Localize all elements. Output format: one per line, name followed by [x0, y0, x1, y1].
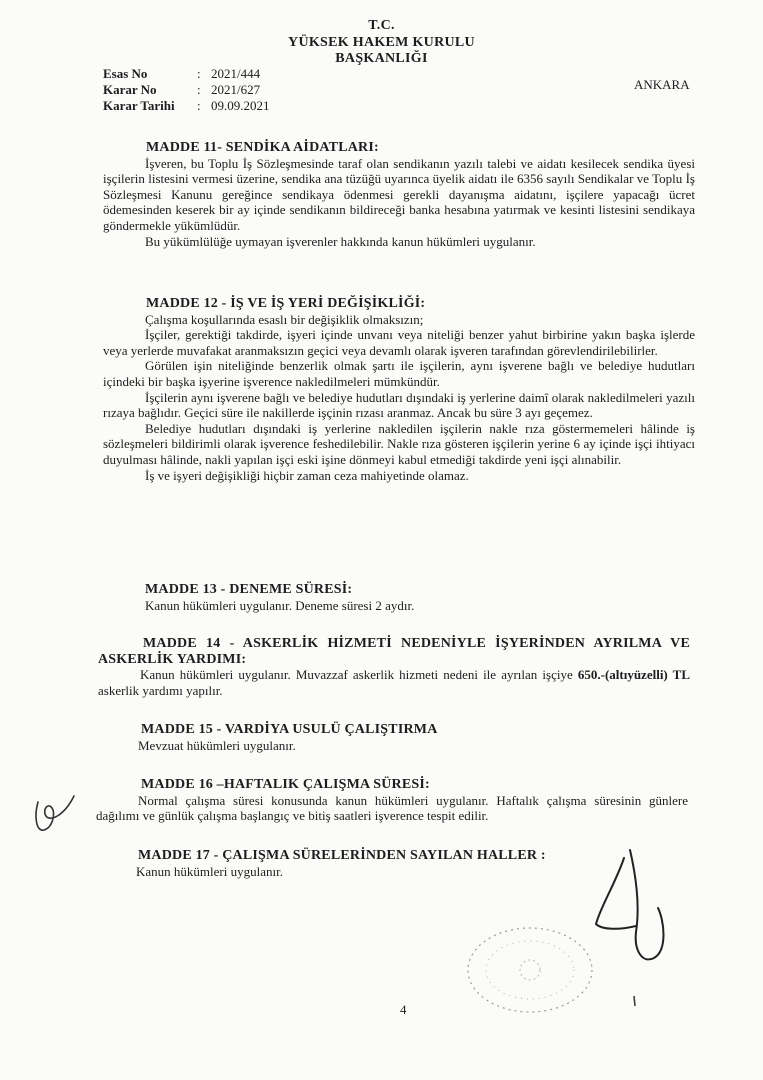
meta-row: [103, 66, 270, 82]
article-paragraph: Bu yükümlülüğe uymayan işverenler hakkında kanun hükümleri uygulanır.: [145, 233, 536, 249]
meta-row: [103, 98, 270, 114]
city-label: ANKARA: [634, 77, 690, 92]
article-title: MADDE 17 - ÇALIŞMA SÜRELERİNDEN SAYILAN HALLER :: [138, 848, 546, 863]
article-14: [98, 636, 690, 698]
meta-value: 2021/444: [211, 66, 261, 81]
article-paragraph: Kanun hükümleri uygulanır.: [136, 863, 283, 879]
meta-value: 2021/627: [211, 82, 261, 97]
meta-separator: :: [197, 66, 201, 81]
article-16: [96, 777, 688, 824]
article-12: [103, 296, 695, 483]
meta-value: 09.09.2021: [211, 98, 270, 113]
handwritten-initial-icon: [30, 786, 82, 840]
article-paragraph: [98, 667, 690, 698]
case-metadata: [103, 66, 270, 114]
article-paragraph: Belediye hudutları dışındaki iş yerlerine nakledilen işçilerin nakle rıza göstermemeleri hâlinde iş sözleşmeleri bildirimli olarak işverence feshedilebilir. Nakle rıza gösteren işçilerin yerine 6 ay içinde işçi ihtiyacı duyulması hâlinde, nakli yapılan işçi eski işine dönmeyi kabul etmediği takdirde yeni işçi alınabilir.: [103, 420, 695, 467]
article-title: MADDE 12 - İŞ VE İŞ YERİ DEĞİŞİKLİĞİ:: [146, 296, 426, 311]
meta-label: Karar Tarihi: [103, 98, 175, 113]
article-paragraph: İşveren, bu Toplu İş Sözleşmesinde taraf olan sendikanın yazılı talebi ve aidatı kesilecek sendika üyesi işçilerin listesini vermesi üzerine, sendika ana tüzüğü uyarınca üyelik aidatı ile 6356 sayılı Sendikalar ve Toplu İş Sözleşmesi Kanunu gereğince sendikaya ödenmesi gerekli dayanışma aidatını, işçilere yapacağı ücret ödemesinden keserek bir ay içinde sendikanın bildireceği banka hesabına yatırmak ve kesinti listesini sendikaya göndermekle yükümlüdür.: [103, 155, 695, 233]
article-paragraph: İşçiler, gerektiği takdirde, işyeri içinde unvanı veya niteliği benzer yahut birbirine yakın başka işlerde veya yerlerde muvafakat aranmaksızın geçici veya devamlı olarak işveren tarafından görevlendirilebilirler.: [103, 327, 695, 358]
article-paragraph: İş ve işyeri değişikliği hiçbir zaman ceza mahiyetinde olamaz.: [145, 467, 469, 483]
header-line-court: YÜKSEK HAKEM KURULU: [288, 35, 475, 50]
article-text: askerlik yardımı yapılır.: [98, 682, 223, 698]
article-paragraph: İşçilerin aynı işverene bağlı ve belediye hudutları dışındaki iş yerlerine daimî olarak nakledilmeleri yazılı rızaya bağlıdır. Geçici süre ile nakillerde işçinin rızası aranmaz. Ancak bu süre 3 ayı geçemez.: [103, 389, 695, 421]
meta-separator: :: [197, 82, 201, 97]
official-seal-icon: [455, 918, 605, 1018]
meta-row: [103, 82, 270, 98]
meta-separator: :: [197, 98, 201, 113]
header-line-tc: T.C.: [368, 18, 395, 33]
article-title: MADDE 15 - VARDİYA USULÜ ÇALIŞTIRMA: [141, 722, 438, 737]
article-paragraph: Normal çalışma süresi konusunda kanun hükümleri uygulanır. Haftalık çalışma süresinin günlere dağılımı ve günlük çalışma başlangıç ve bitiş saatleri işverence tespit edilir.: [96, 792, 688, 824]
article-title: MADDE 13 - DENEME SÜRESİ:: [145, 582, 353, 597]
allowance-amount: 650.-(altıyüzelli) TL: [577, 667, 690, 683]
article-title: MADDE 11- SENDİKA AİDATLARI:: [146, 140, 379, 155]
article-11: [103, 140, 695, 249]
article-15: [96, 722, 688, 753]
article-paragraph: Kanun hükümleri uygulanır. Deneme süresi 2 aydır.: [145, 597, 415, 613]
article-paragraph: Mevzuat hükümleri uygulanır.: [138, 737, 296, 753]
article-text: Kanun hükümleri uygulanır. Muvazzaf askerlik hizmeti nedeni ile ayrılan işçiye: [140, 667, 578, 683]
article-13: [103, 582, 695, 613]
meta-label: Esas No: [103, 66, 148, 81]
article-title: MADDE 14 - ASKERLİK HİZMETİ NEDENİYLE İŞYERİNDEN AYRILMA VE ASKERLİK YARDIMI:: [98, 636, 690, 667]
article-title: MADDE 16 –HAFTALIK ÇALIŞMA SÜRESİ:: [141, 777, 430, 792]
meta-label: Karar No: [103, 82, 157, 97]
page-number: 4: [400, 1002, 407, 1017]
header-line-presidency: BAŞKANLIĞI: [335, 51, 428, 66]
article-paragraph: Görülen işin niteliğinde benzerlik olmak şartı ile işçilerin, aynı işverene bağlı ve belediye hudutları içindeki bir başka işyerine işverence nakledilmeleri mümkündür.: [103, 358, 695, 389]
article-paragraph: Çalışma koşullarında esaslı bir değişiklik olmaksızın;: [145, 311, 424, 327]
